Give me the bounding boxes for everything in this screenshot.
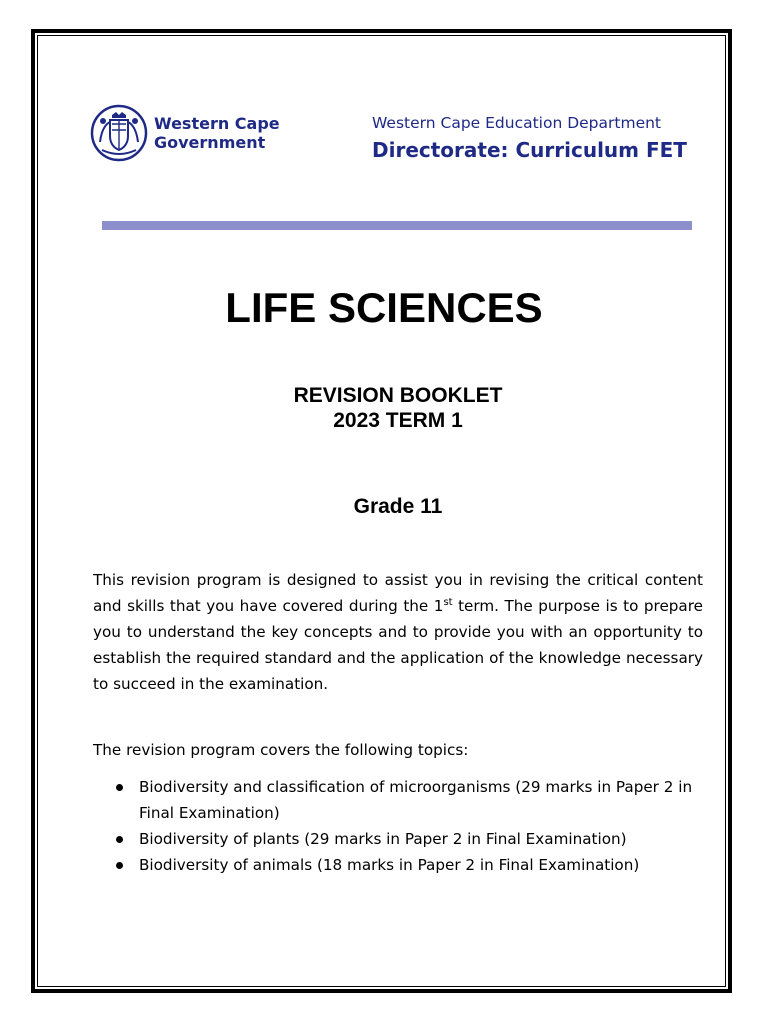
- intro-superscript: st: [443, 596, 453, 608]
- list-item: [114, 774, 714, 826]
- logo-line-2: Government: [154, 133, 266, 152]
- intro-text-part-2: term. The purpose is to prepare you to understand the key concepts and to provide you with an opportunity to establish the required standard and the application of the knowledge necessary to succeed in the examination.: [93, 597, 703, 693]
- list-item: [114, 826, 714, 852]
- directorate-name: Directorate: Curriculum FET: [372, 138, 687, 162]
- subtitle-line-1: REVISION BOOKLET: [293, 384, 503, 407]
- document-subtitle: [0, 383, 768, 433]
- subtitle-line-2: 2023 TERM 1: [333, 409, 463, 432]
- logo-line-1: Western Cape: [154, 114, 280, 133]
- logo-wordmark: [154, 114, 280, 152]
- intro-paragraph: [93, 567, 703, 697]
- intro-text-part-1: This revision program is designed to assist you in revising the critical content and skills that you have covered during the 1: [93, 571, 703, 615]
- list-item: [114, 852, 714, 878]
- bullet-icon: [116, 862, 123, 869]
- topic-text: Biodiversity and classification of microorganisms (29 marks in Paper 2 in Final Examination): [139, 778, 693, 822]
- topic-text: Biodiversity of plants (29 marks in Paper 2 in Final Examination): [139, 830, 627, 848]
- grade-label: Grade 11: [353, 495, 443, 518]
- topics-list: [114, 774, 714, 878]
- topic-text: Biodiversity of animals (18 marks in Paper 2 in Final Examination): [139, 856, 640, 874]
- bullet-icon: [116, 836, 123, 843]
- bullet-icon: [116, 784, 123, 791]
- department-header: [372, 112, 687, 164]
- document-title: LIFE SCIENCES: [225, 284, 543, 331]
- header-divider: [102, 221, 692, 230]
- coat-of-arms-icon: [90, 104, 148, 162]
- western-cape-government-logo: [90, 104, 280, 162]
- department-name: Western Cape Education Department: [372, 114, 662, 132]
- topics-intro: The revision program covers the following topics:: [93, 741, 469, 759]
